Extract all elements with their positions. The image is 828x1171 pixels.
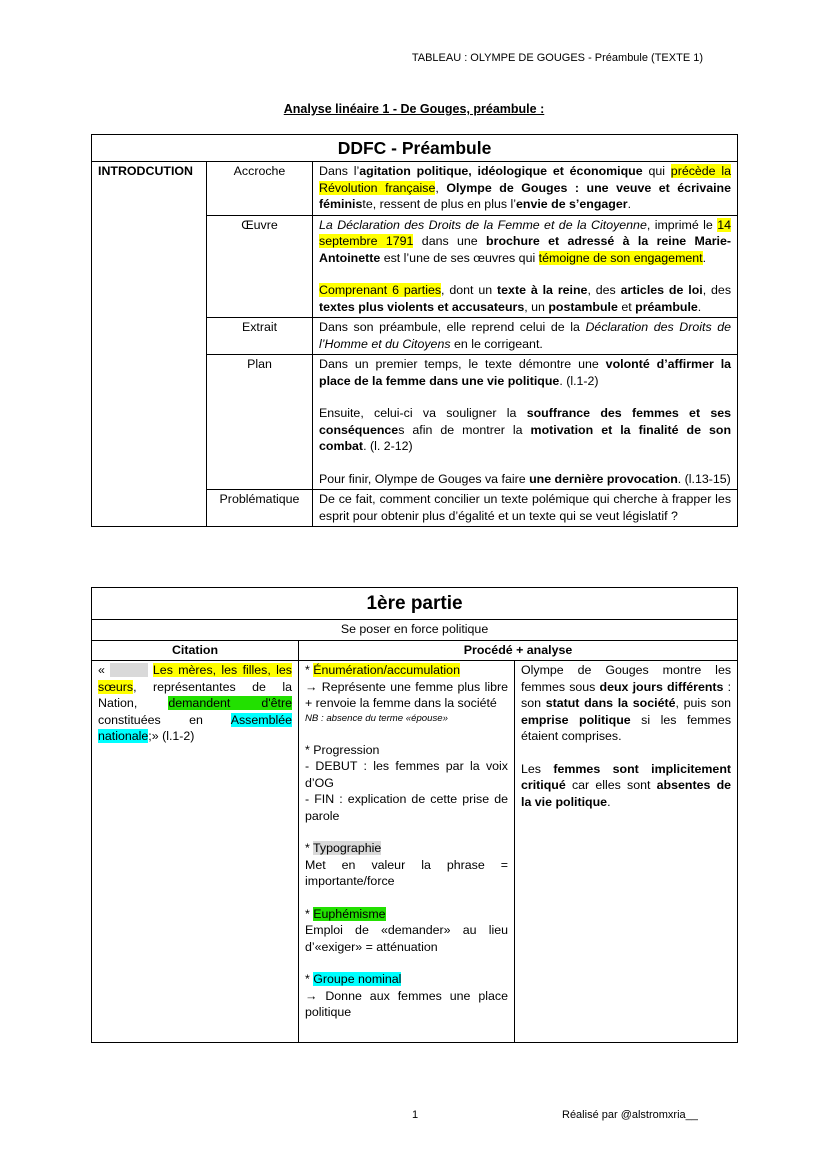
part1-subtitle: Se poser en force politique (92, 620, 738, 641)
highlight-green: Euphémisme (313, 906, 386, 921)
text: qui (642, 164, 671, 178)
bold-text: texte à la reine (497, 283, 588, 297)
bold-text: brochure et adressé à la reine Marie-Antoinette (319, 234, 732, 265)
column-header-citation: Citation (92, 640, 299, 661)
enum-note: NB : absence du terme «épouse» (305, 712, 448, 724)
bold-text: emprise politique (521, 712, 631, 727)
text: Ensuite, celui-ci va souligner la (319, 406, 527, 420)
progression-debut: - DEBUT : les femmes par la voix d’OG (305, 759, 508, 790)
text: Les (521, 761, 554, 776)
bold-text: postambule (548, 299, 618, 314)
text: , (435, 180, 447, 195)
bold-text: motivation et la finalité de son combat (319, 422, 732, 453)
bold-text: textes plus violents et accusateurs (319, 299, 525, 314)
analyse-cell (515, 661, 738, 1043)
bold-text: envie de s’engager (516, 197, 628, 211)
text: , puis son (675, 696, 732, 710)
problematique-cell: De ce fait, comment concilier un texte polémique qui cherche à frapper les esprit pour obtenir plus d’égalité et un texte qui se veut législatif ? (313, 490, 738, 527)
text: , des (587, 283, 621, 297)
bold-text: agitation politique, idéologique et économique (359, 164, 643, 178)
text: * (305, 972, 314, 986)
text: Dans son préambule, elle reprend celui de la (319, 320, 586, 334)
enum-text: → Représente une femme plus libre + renvoie la femme dans la société (305, 679, 508, 710)
bold-text: articles de loi (620, 283, 703, 297)
euphemisme-text: Emploi de «demander» au lieu d’«exiger» = atténuation (305, 923, 508, 954)
oeuvre-cell (313, 215, 738, 318)
text: . (697, 299, 702, 314)
citation-cell (92, 661, 299, 1043)
text: * (305, 663, 314, 677)
bold-text: statut dans la société (545, 696, 676, 710)
typographie-text: Met en valeur la phrase = importante/force (305, 857, 508, 888)
text: constituées en (98, 712, 231, 727)
italic-text: La Déclaration des Droits de la Femme et de la Citoyenne (319, 217, 647, 232)
grey-highlight (110, 663, 147, 677)
text: , un (524, 299, 549, 314)
section-label-introduction: INTRODCUTION (92, 162, 207, 527)
text: . (l.13-15) (677, 471, 731, 486)
text: , dont un (441, 283, 498, 297)
procede-cell (299, 661, 515, 1043)
highlight-cyan: Groupe nominal (313, 972, 402, 986)
text: dans une (413, 234, 487, 248)
highlight-yellow: Énumération/accumulation (313, 663, 460, 677)
text: . (607, 794, 611, 809)
highlight-yellow: Les mères, les filles, les sœurs (98, 663, 292, 694)
text: Dans un premier temps, le texte démontre une (319, 357, 606, 371)
text: , imprimé le (646, 217, 718, 232)
text: Olympe de Gouges montre les femmes sous (521, 663, 732, 694)
row-label-accroche: Accroche (207, 162, 313, 216)
plan-cell (313, 355, 738, 490)
intro-table (91, 134, 738, 527)
text: car elles sont (565, 778, 657, 792)
part1-table (91, 587, 738, 1043)
text: . (l. 2-12) (363, 439, 413, 453)
highlight-yellow: témoigne de son engagement (538, 250, 703, 265)
text: en le corrigeant. (450, 336, 543, 351)
row-label-extrait: Extrait (207, 318, 313, 355)
text: * (305, 841, 314, 855)
column-header-procede: Procédé + analyse (299, 640, 738, 661)
progression-label: * Progression (305, 742, 380, 757)
highlight-yellow: 14 septembre 1791 (319, 217, 732, 248)
page-number: 1 (412, 1109, 419, 1121)
document-title: Analyse linéaire 1 - De Gouges, préambule : (283, 102, 545, 116)
highlight-yellow: précède la Révolution française (319, 164, 732, 195)
text: . (627, 197, 632, 211)
author-credit: Réalisé par @alstromxria__ (562, 1109, 698, 1121)
text: . (702, 250, 707, 265)
text: te, ressent de plus en plus l’ (362, 197, 516, 211)
highlight-yellow: Comprenant 6 parties (319, 283, 442, 297)
text: et (617, 299, 636, 314)
bold-text: femmes sont implicitement critiqué (521, 761, 732, 792)
groupe-nominal-text: → Donne aux femmes une place politique (305, 988, 508, 1019)
bold-text: volonté d’affirmer la place de la femme dans une vie politique (319, 357, 732, 388)
text: s afin de montrer la (398, 422, 531, 437)
text: « (98, 663, 111, 677)
row-label-oeuvre: Œuvre (207, 215, 313, 318)
part1-title: 1ère partie (92, 588, 738, 620)
page-header: TABLEAU : OLYMPE DE GOUGES - Préambule (TEXTE 1) (411, 52, 703, 64)
italic-text: Déclaration des Droits de l’Homme et du Citoyens (319, 320, 732, 351)
grey-highlight: Typographie (313, 841, 382, 855)
text: ;» (l.1-2) (148, 729, 195, 743)
row-label-plan: Plan (207, 355, 313, 490)
bold-text: absentes de la vie politique (521, 778, 732, 809)
text: Dans l’ (319, 164, 360, 178)
row-label-problematique: Problématique (207, 490, 313, 527)
bold-text: souffrance des femmes et ses conséquence (319, 406, 732, 437)
text: est l’une de ses œuvres qui (380, 250, 539, 265)
bold-text: deux jours différents (599, 679, 724, 694)
progression-fin: - FIN : explication de cette prise de parole (305, 792, 508, 823)
intro-table-title: DDFC - Préambule (92, 135, 738, 162)
text: * (305, 906, 314, 921)
extrait-cell (313, 318, 738, 355)
text: , représentantes de la Nation, (98, 679, 292, 710)
text: , des (702, 283, 732, 297)
text: : son (521, 679, 732, 710)
text: si les femmes étaient comprises. (521, 712, 732, 743)
bold-text: Olympe de Gouges : une veuve et écrivaine féminis (319, 180, 732, 211)
bold-text: une dernière provocation (529, 471, 678, 486)
text: Pour finir, Olympe de Gouges va faire (319, 471, 530, 486)
highlight-cyan: Assemblée nationale (98, 712, 292, 743)
highlight-green: demandent d'être (168, 696, 292, 710)
accroche-cell (313, 162, 738, 216)
bold-text: préambule (635, 299, 698, 314)
text: . (l.1-2) (559, 373, 599, 388)
